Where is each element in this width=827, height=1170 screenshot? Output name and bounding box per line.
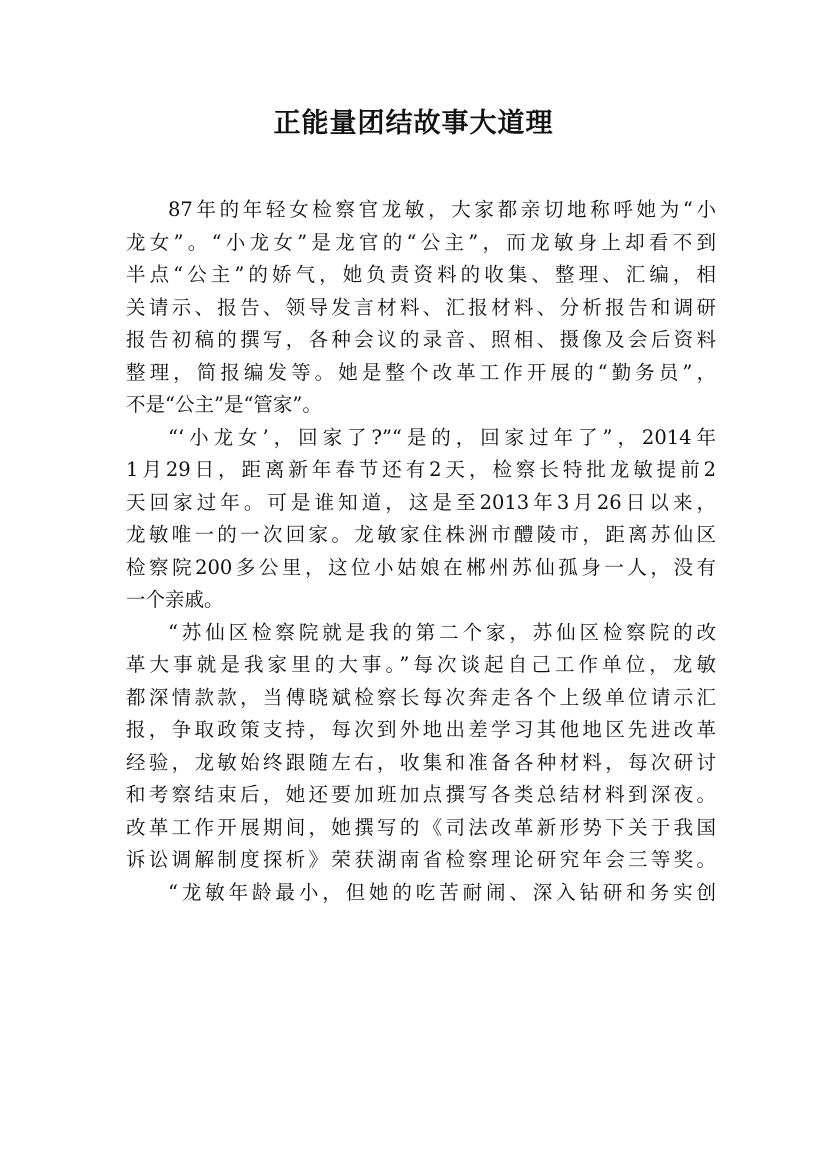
paragraph-line: 报，争取政策支持，每次到外地出差学习其他地区先进改革 bbox=[126, 718, 716, 741]
paragraph-line: 报告初稿的撰写，各种会议的录音、照相、摄像及会后资料 bbox=[126, 328, 716, 351]
paragraph-line: 不是“公主”是“管家”。 bbox=[126, 393, 322, 416]
paragraph-line: 检察院200多公里，这位小姑娘在郴州苏仙孤身一人，没有 bbox=[126, 555, 716, 579]
paragraph-line: 改革工作开展期间，她撰写的《司法改革新形势下关于我国 bbox=[126, 815, 716, 839]
paragraph-line: 和考察结束后，她还要加班加点撰写各类总结材料到深夜。 bbox=[126, 783, 716, 806]
paragraph-line: “‘小龙女’，回家了?”“是的，回家过年了”，2014年 bbox=[168, 425, 716, 449]
paragraph-line: 87年的年轻女检察官龙敏，大家都亲切地称呼她为“小 bbox=[168, 198, 716, 221]
paragraph-line: “苏仙区检察院就是我的第二个家，苏仙区检察院的改 bbox=[168, 620, 716, 644]
paragraph-line: 一个亲戚。 bbox=[126, 588, 224, 611]
paragraph-line: 经验，龙敏始终跟随左右，收集和准备各种材料，每次研讨 bbox=[126, 750, 716, 774]
paragraph-line: 都深情款款，当傅晓斌检察长每次奔走各个上级单位请示汇 bbox=[126, 685, 716, 709]
document-title: 正能量团结故事大道理 bbox=[273, 108, 554, 139]
paragraph-line: 1月29日，距离新年春节还有2天，检察长特批龙敏提前2 bbox=[126, 458, 716, 481]
paragraph-line: 天回家过年。可是谁知道，这是至2013年3月26日以来， bbox=[126, 490, 716, 514]
paragraph-line: “龙敏年龄最小，但她的吃苦耐闹、深入钻研和务实创 bbox=[168, 880, 716, 904]
document-body bbox=[126, 194, 716, 909]
paragraph-line: 整理，简报编发等。她是整个改革工作开展的“勤务员”， bbox=[126, 360, 716, 384]
paragraph-line: 龙敏唯一的一次回家。龙敏家住株洲市醴陵市，距离苏仙区 bbox=[126, 523, 716, 546]
paragraph-line: 龙女”。“小龙女”是龙官的“公主”，而龙敏身上却看不到 bbox=[126, 230, 716, 254]
paragraph-line: 诉讼调解制度探析》荣获湖南省检察理论研究年会三等奖。 bbox=[126, 848, 716, 871]
paragraph-line: 革大事就是我家里的大事。”每次谈起自己工作单位，龙敏 bbox=[126, 653, 716, 676]
paragraph-line: 关请示、报告、领导发言材料、汇报材料、分析报告和调研 bbox=[126, 295, 716, 319]
paragraph-line: 半点“公主”的娇气，她负责资料的收集、整理、汇编，相 bbox=[126, 263, 716, 286]
